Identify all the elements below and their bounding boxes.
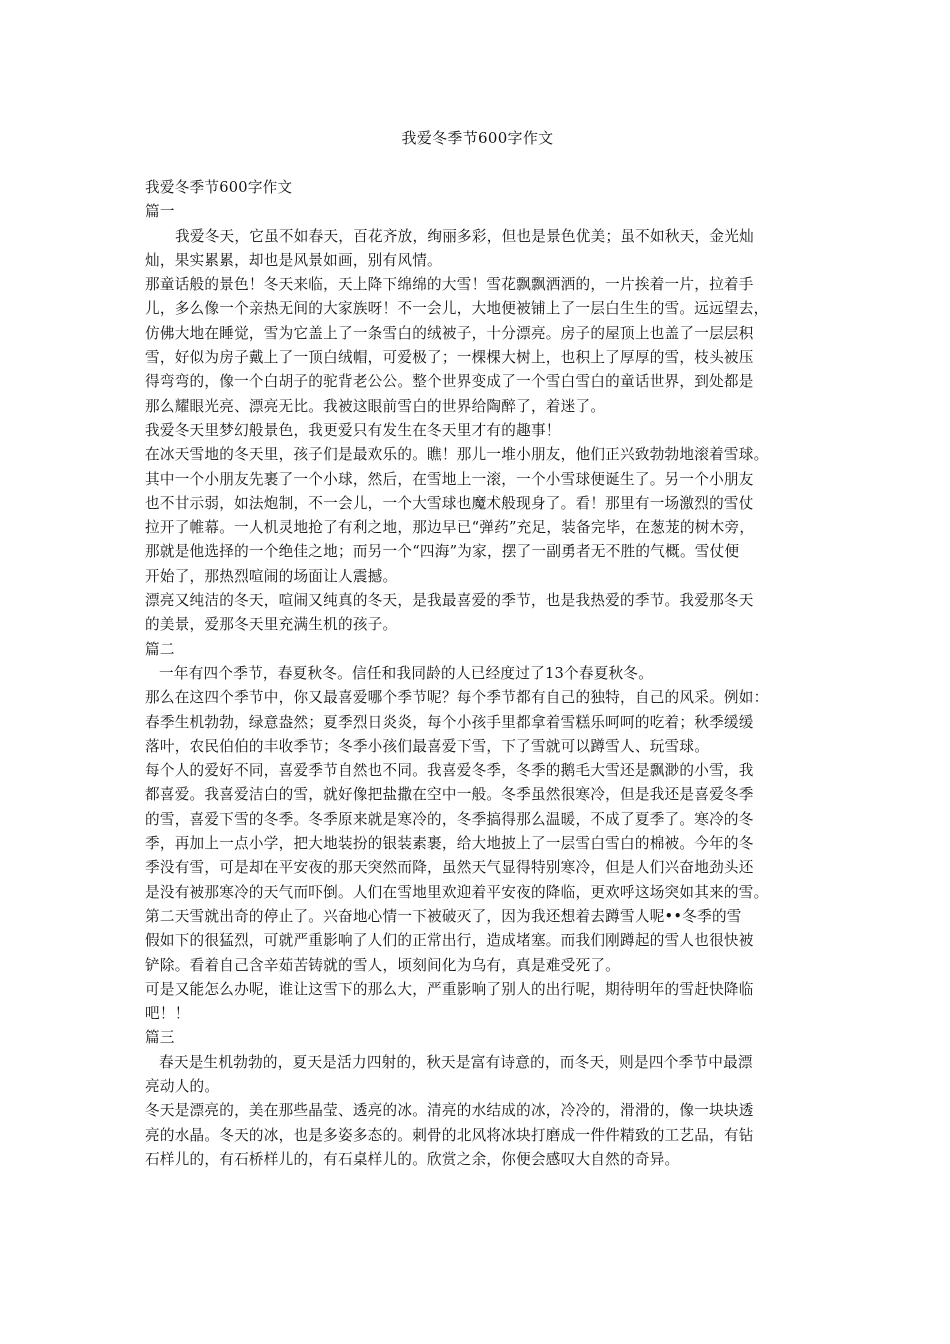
text-line: 那么耀眼光亮、漂亮无比。我被这眼前雪白的世界给陶醉了，着迷了。	[145, 397, 606, 415]
text-line: 我爱冬天，它虽不如春天，百花齐放，绚丽多彩，但也是景色优美；虽不如秋天，金光灿	[175, 227, 754, 245]
text-line: 一年有四个季节，春夏秋冬。信任和我同龄的人已经度过了13个春夏秋冬。	[159, 664, 654, 682]
text-line: 儿，多么像一个亲热无间的大家族呀！不一会儿，大地便被铺上了一层白生生的雪。远远望去，	[145, 300, 769, 318]
text-line: 那就是他选择的一个绝佳之地；而另一个“四海”为家，摆了一副勇者无不胜的气概。雪仗便	[145, 543, 740, 561]
text-line: 第二天雪就出奇的停止了。兴奋地心情一下被破灭了，因为我还想着去蹲雪人呢••冬季的雪	[145, 907, 742, 925]
text-line: 季没有雪，可是却在平安夜的那天突然而降，虽然天气显得特别寒冷，但是人们兴奋地劲头还	[145, 859, 754, 877]
text-line: 铲除。看着自己含辛茹苦铸就的雪人，顷刻间化为乌有，真是难受死了。	[145, 956, 621, 974]
text-line: 漂亮又纯洁的冬天，喧闹又纯真的冬天，是我最喜爱的季节，也是我热爱的季节。我爱那冬天	[145, 592, 754, 610]
text-line: 的美景，爱那冬天里充满生机的孩子。	[145, 616, 398, 634]
document-body	[145, 176, 810, 1172]
text-line: 石样儿的，有石桥样儿的，有石桌样儿的。欣赏之余，你便会感叹大自然的奇异。	[145, 1150, 680, 1168]
text-line: 是没有被那寒冷的天气而吓倒。人们在雪地里欢迎着平安夜的降临，更欢呼这场突如其来的雪。	[145, 883, 769, 901]
text-line: 春天是生机勃勃的，夏天是活力四射的，秋天是富有诗意的，而冬天，则是四个季节中最漂	[159, 1053, 753, 1071]
text-line: 仿佛大地在睡觉，雪为它盖上了一条雪白的绒被子，十分漂亮。房子的屋顶上也盖了一层层积	[145, 324, 754, 342]
text-line: 都喜爱。我喜爱洁白的雪，就好像把盐撒在空中一般。冬季虽然很寒冷，但是我还是喜爱冬季	[145, 786, 754, 804]
text-line: 在冰天雪地的冬天里，孩子们是最欢乐的。瞧！那儿一堆小朋友，他们正兴致勃勃地滚着雪球。	[145, 446, 769, 464]
text-line: 得弯弯的，像一个白胡子的驼背老公公。整个世界变成了一个雪白雪白的童话世界，到处都是	[145, 373, 754, 391]
text-line: 季，再加上一点小学，把大地装扮的银装素裹，给大地披上了一层雪白雪白的棉被。今年的冬	[145, 835, 754, 853]
text-line: 拉开了帷幕。一人机灵地抢了有利之地，那边早已“弹药”充足，装备完毕，在葱茏的树木旁，	[145, 519, 755, 537]
text-line: 我爱冬天里梦幻般景色，我更爱只有发生在冬天里才有的趣事！	[145, 421, 561, 439]
text-line: 可是又能怎么办呢，谁让这雪下的那么大，严重影响了别人的出行呢，期待明年的雪赶快降临	[145, 980, 754, 998]
text-line: 落叶，农民伯伯的丰收季节；冬季小孩们最喜爱下雪，下了雪就可以蹲雪人、玩雪球。	[145, 737, 710, 755]
text-line: 我爱冬季节600字作文	[145, 179, 293, 196]
text-line: 的雪，喜爱下雪的冬季。冬季原来就是寒冷的，冬季搞得那么温暖，不成了夏季了。寒冷的冬	[145, 810, 754, 828]
text-line: 篇二	[145, 640, 175, 658]
text-line: 冬天是漂亮的，美在那些晶莹、透亮的冰。清亮的水结成的冰，冷冷的，滑滑的，像一块块透	[145, 1102, 754, 1120]
text-line: 也不甘示弱，如法炮制，不一会儿，一个大雪球也魔术般现身了。看！那里有一场激烈的雪仗	[145, 494, 754, 512]
text-line: 雪，好似为房子戴上了一顶白绒帽，可爱极了；一棵棵大树上，也积上了厚厚的雪，枝头被压	[145, 349, 754, 367]
text-line: 开始了，那热烈喧闹的场面让人震撼。	[145, 567, 398, 585]
document-title: 我爱冬季节600字作文	[401, 129, 554, 147]
text-line: 篇一	[145, 203, 175, 221]
text-line: 那么在这四个季节中，你又最喜爱哪个季节呢？每个季节都有自己的独特，自己的风采。例如：	[145, 689, 769, 707]
text-line: 每个人的爱好不同，喜爱季节自然也不同。我喜爱冬季，冬季的鹅毛大雪还是飘渺的小雪，我	[145, 762, 754, 780]
text-line: 假如下的很猛烈，可就严重影响了人们的正常出行，造成堵塞。而我们刚蹲起的雪人也很快被	[145, 932, 754, 950]
text-line: 篇三	[145, 1029, 175, 1047]
text-line: 灿，果实累累，却也是风景如画，别有风情。	[145, 251, 442, 269]
text-line: 亮的水晶。冬天的冰，也是多姿多态的。刺骨的北风将冰块打磨成一件件精致的工艺品，有钻	[145, 1126, 754, 1144]
text-line: 那童话般的景色！冬天来临，天上降下绵绵的大雪！雪花飘飘洒洒的，一片挨着一片，拉着手	[145, 276, 754, 294]
text-line: 其中一个小朋友先裹了一个小球，然后，在雪地上一滚，一个小雪球便诞生了。另一个小朋友	[145, 470, 754, 488]
text-line: 春季生机勃勃，绿意盎然；夏季烈日炎炎，每个小孩手里都拿着雪糕乐呵呵的吃着；秋季缓缓	[145, 713, 754, 731]
text-line: 亮动人的。	[145, 1077, 220, 1095]
text-line: 吧！！	[145, 1005, 190, 1023]
